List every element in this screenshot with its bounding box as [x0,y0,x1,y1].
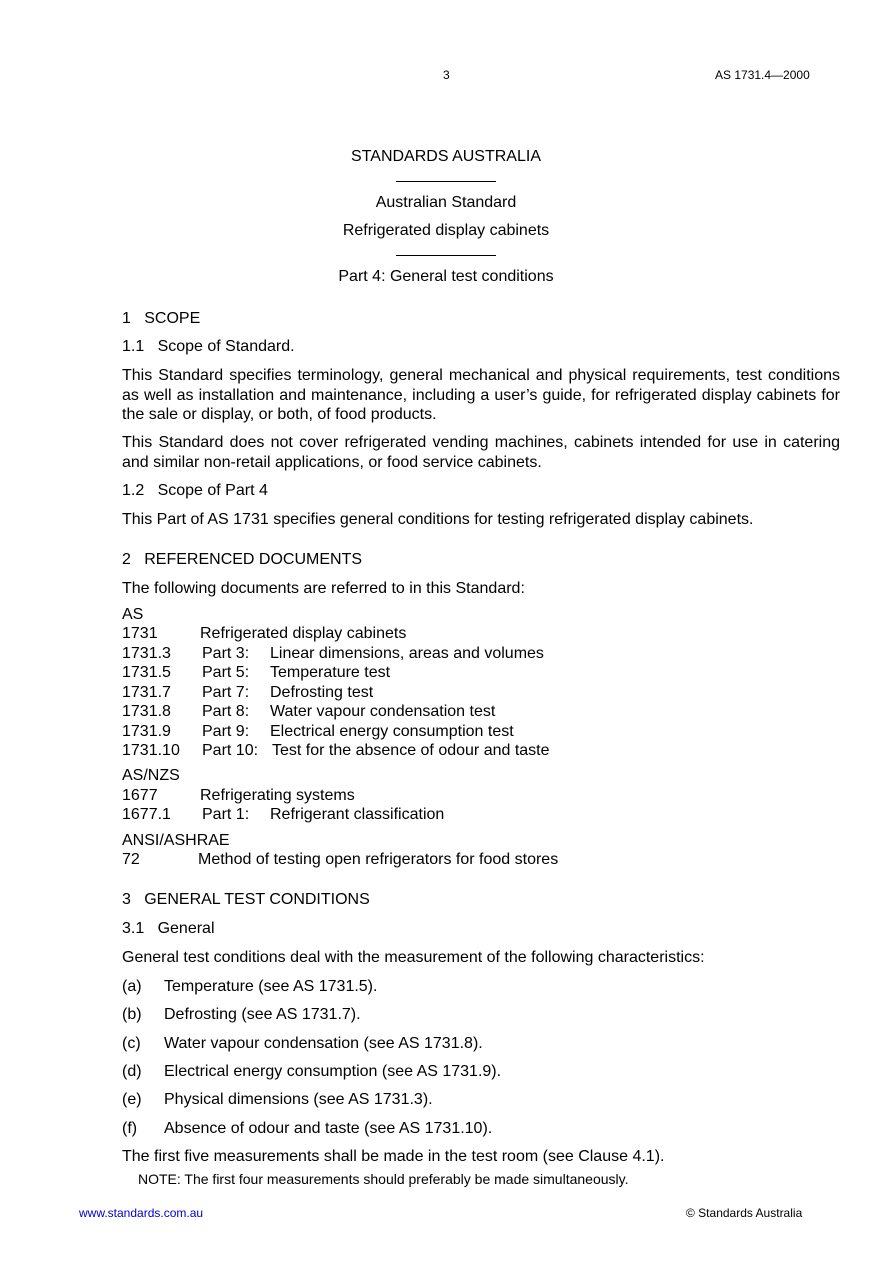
reference-number: 1731.7 [122,684,171,701]
list-item: Physical dimensions (see AS 1731.3). [164,1091,433,1108]
reference-number: 1731.10 [122,742,180,759]
reference-group-label: AS/NZS [122,767,180,784]
reference-number: 1731.3 [122,645,171,662]
reference-title: Electrical energy consumption test [270,723,514,740]
list-item: Absence of odour and taste (see AS 1731.10). [164,1120,493,1137]
subsection-heading: 3.1 General [122,920,215,937]
section-heading-scope: 1 SCOPE [122,310,201,327]
paragraph: General test conditions deal with the measurement of the following characteristics: [122,949,705,966]
page-number: 3 [443,68,450,82]
reference-number: 1731.8 [122,703,171,720]
paragraph: The first five measurements shall be made in the test room (see Clause 4.1). [122,1148,665,1165]
subsection-heading: 1.2 Scope of Part 4 [122,482,268,499]
reference-title: Method of testing open refrigerators for food stores [198,851,559,868]
list-item-label: (f) [122,1120,138,1137]
list-item: Water vapour condensation (see AS 1731.8). [164,1035,483,1052]
website-link[interactable]: www.standards.com.au [79,1206,204,1220]
reference-group-label: AS [122,606,144,623]
reference-title: Temperature test [270,664,391,681]
reference-number: 1731.9 [122,723,171,740]
list-item-label: (b) [122,1006,142,1023]
list-item-label: (a) [122,978,142,995]
subsection-heading: 1.1 Scope of Standard. [122,338,295,355]
section-heading-test-conditions: 3 GENERAL TEST CONDITIONS [122,891,370,908]
document-id: AS 1731.4—2000 [715,68,810,82]
paragraph: This Standard does not cover refrigerated vending machines, cabinets intended for use in catering and similar non-retail applications, or food service cabinets. [122,434,840,471]
paragraph: This Standard specifies terminology, general mechanical and physical requirements, test conditions as well as installation and maintenance, including a user’s guide, for refrigerated display cabinets for the sale or display, or both, of food products. [122,367,840,423]
reference-number: 1677 [122,787,158,804]
reference-part: Part 10: [202,742,259,759]
note: NOTE: The first four measurements should preferably be made simultaneously. [138,1171,629,1187]
reference-title: Refrigerating systems [200,787,355,804]
paragraph: This Part of AS 1731 specifies general conditions for testing refrigerated display cabinets. [122,511,754,528]
reference-part: Part 8: [202,703,250,720]
reference-title: Refrigerant classification [270,806,445,823]
reference-title: Refrigerated display cabinets [200,625,407,642]
organization-title: STANDARDS AUSTRALIA [351,148,541,165]
title-divider [396,181,496,182]
part-title: Part 4: General test conditions [338,268,554,285]
list-item: Electrical energy consumption (see AS 1731.9). [164,1063,502,1080]
reference-part: Part 9: [202,723,250,740]
copyright-notice: © Standards Australia [686,1206,803,1220]
reference-title: Water vapour condensation test [270,703,496,720]
title-divider [396,255,496,256]
section-heading-references: 2 REFERENCED DOCUMENTS [122,551,363,568]
reference-part: Part 3: [202,645,250,662]
reference-number: 1731.5 [122,664,171,681]
list-item-label: (e) [122,1091,142,1108]
reference-title: Defrosting test [270,684,374,701]
reference-title: Linear dimensions, areas and volumes [270,645,544,662]
standard-kind: Australian Standard [375,194,517,211]
list-item-label: (d) [122,1063,142,1080]
standard-name: Refrigerated display cabinets [342,222,550,239]
reference-number: 1731 [122,625,158,642]
list-item: Temperature (see AS 1731.5). [164,978,378,995]
reference-part: Part 1: [202,806,250,823]
reference-title: Test for the absence of odour and taste [272,742,550,759]
list-item: Defrosting (see AS 1731.7). [164,1006,361,1023]
paragraph: The following documents are referred to in this Standard: [122,580,525,597]
reference-number: 72 [122,851,140,868]
list-item-label: (c) [122,1035,141,1052]
reference-part: Part 7: [202,684,250,701]
reference-number: 1677.1 [122,806,171,823]
reference-part: Part 5: [202,664,250,681]
reference-group-label: ANSI/ASHRAE [122,832,230,849]
